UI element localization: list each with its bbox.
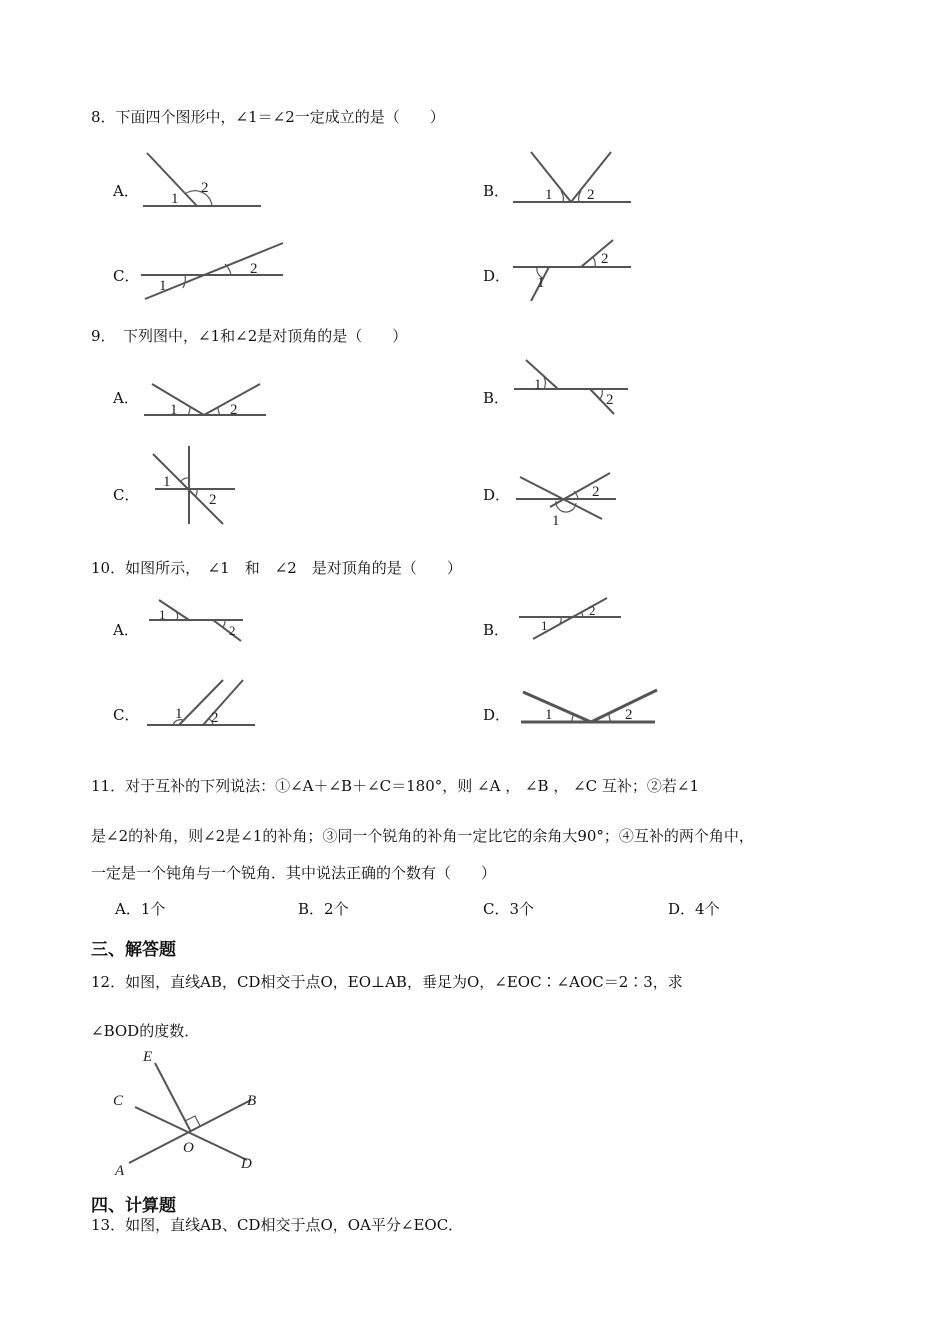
q8-figure-a (135, 145, 270, 215)
angle-1-label: 1 (170, 402, 178, 418)
angle-1-label: 1 (552, 513, 560, 529)
angle-2-label: 2 (211, 710, 219, 726)
angle-2-label: 2 (589, 603, 596, 618)
angle-2-label: 2 (201, 180, 209, 196)
angle-1-label: 1 (534, 377, 542, 393)
angle-2-label: 2 (250, 261, 258, 277)
q8-option-a-label[interactable]: A． (113, 182, 139, 200)
q8-option-c-label[interactable]: C． (113, 267, 140, 285)
angle-1-label: 1 (545, 707, 553, 723)
q11-choice-a[interactable]: A．1个 (115, 900, 166, 918)
point-o-label: O (183, 1140, 194, 1156)
angle-1-label: 1 (159, 607, 166, 622)
q9-figure-a (140, 378, 270, 423)
q9-option-a-label[interactable]: A． (113, 389, 139, 407)
q9-figure-b (510, 352, 635, 422)
angle-2-label: 2 (601, 251, 609, 267)
point-c-label: C (113, 1093, 124, 1109)
q9-figure-d (510, 467, 625, 532)
q9-stem: 9． 下列图中，∠1和∠2是对顶角的是（ ） (91, 327, 408, 345)
q12-line-2: ∠BOD的度数． (91, 1022, 200, 1040)
q10-figure-a (145, 595, 250, 645)
q9-option-d-label[interactable]: D． (483, 486, 511, 504)
q11-line-1: 11．对于互补的下列说法：①∠A＋∠B＋∠C＝180°，则 ∠A ， ∠B ， ∠C 互补；②若∠1 (91, 777, 700, 795)
q8-figure-d (505, 235, 640, 305)
q11-line-2: 是∠2的补角，则∠2是∠1的补角；③同一个锐角的补角一定比它的余角大90°；④互补的两个角中， (91, 827, 754, 845)
point-b-label: B (247, 1093, 257, 1109)
point-a-label: A (115, 1163, 125, 1179)
q8-option-d-label[interactable]: D． (483, 267, 511, 285)
q10-option-b-label[interactable]: B． (483, 621, 510, 639)
angle-1-label: 1 (545, 187, 553, 203)
q10-option-c-label[interactable]: C． (113, 706, 140, 724)
angle-1-label: 1 (163, 474, 171, 490)
q13-line-1: 13．如图，直线AB、CD相交于点O，OA平分∠EOC． (91, 1216, 464, 1234)
q10-figure-b (515, 593, 625, 643)
q9-figure-c (145, 444, 245, 529)
q12-line-1: 12．如图，直线AB，CD相交于点O，EO⊥AB，垂足为O，∠EOC∶∠AOC＝2∶3，求 (91, 973, 683, 991)
angle-1-label: 1 (159, 278, 167, 294)
angle-1-label: 1 (171, 191, 179, 207)
q10-figure-c (145, 678, 260, 733)
q8-figure-b (505, 145, 635, 215)
section-3-heading: 三、解答题 (91, 940, 176, 960)
q10-option-a-label[interactable]: A． (113, 621, 139, 639)
angle-2-label: 2 (592, 484, 600, 500)
q8-figure-c (135, 235, 290, 305)
angle-1-label: 1 (175, 706, 183, 722)
q11-choice-b[interactable]: B．2个 (298, 900, 349, 918)
angle-2-label: 2 (229, 623, 236, 638)
angle-2-label: 2 (625, 707, 633, 723)
q11-choice-d[interactable]: D．4个 (668, 900, 720, 918)
angle-1-label: 1 (541, 618, 548, 633)
point-e-label: E (143, 1049, 153, 1065)
q11-line-3: 一定是一个钝角与一个锐角．其中说法正确的个数有（ ） (91, 864, 497, 882)
point-d-label: D (241, 1156, 252, 1172)
q10-figure-d (515, 684, 665, 729)
section-4-heading: 四、计算题 (91, 1196, 176, 1216)
q12-figure (105, 1045, 275, 1180)
q9-option-c-label[interactable]: C． (113, 486, 140, 504)
q9-option-b-label[interactable]: B． (483, 389, 510, 407)
angle-2-label: 2 (587, 187, 595, 203)
q10-stem: 10．如图所示， ∠1 和 ∠2 是对顶角的是（ ） (91, 559, 462, 577)
q11-choice-c[interactable]: C．3个 (483, 900, 535, 918)
angle-2-label: 2 (606, 392, 614, 408)
q10-option-d-label[interactable]: D． (483, 706, 511, 724)
angle-1-label: 1 (537, 275, 545, 291)
q8-stem: 8．下面四个图形中，∠1＝∠2一定成立的是（ ） (91, 108, 445, 126)
q8-option-b-label[interactable]: B． (483, 182, 510, 200)
angle-2-label: 2 (209, 492, 217, 508)
angle-2-label: 2 (230, 402, 238, 418)
